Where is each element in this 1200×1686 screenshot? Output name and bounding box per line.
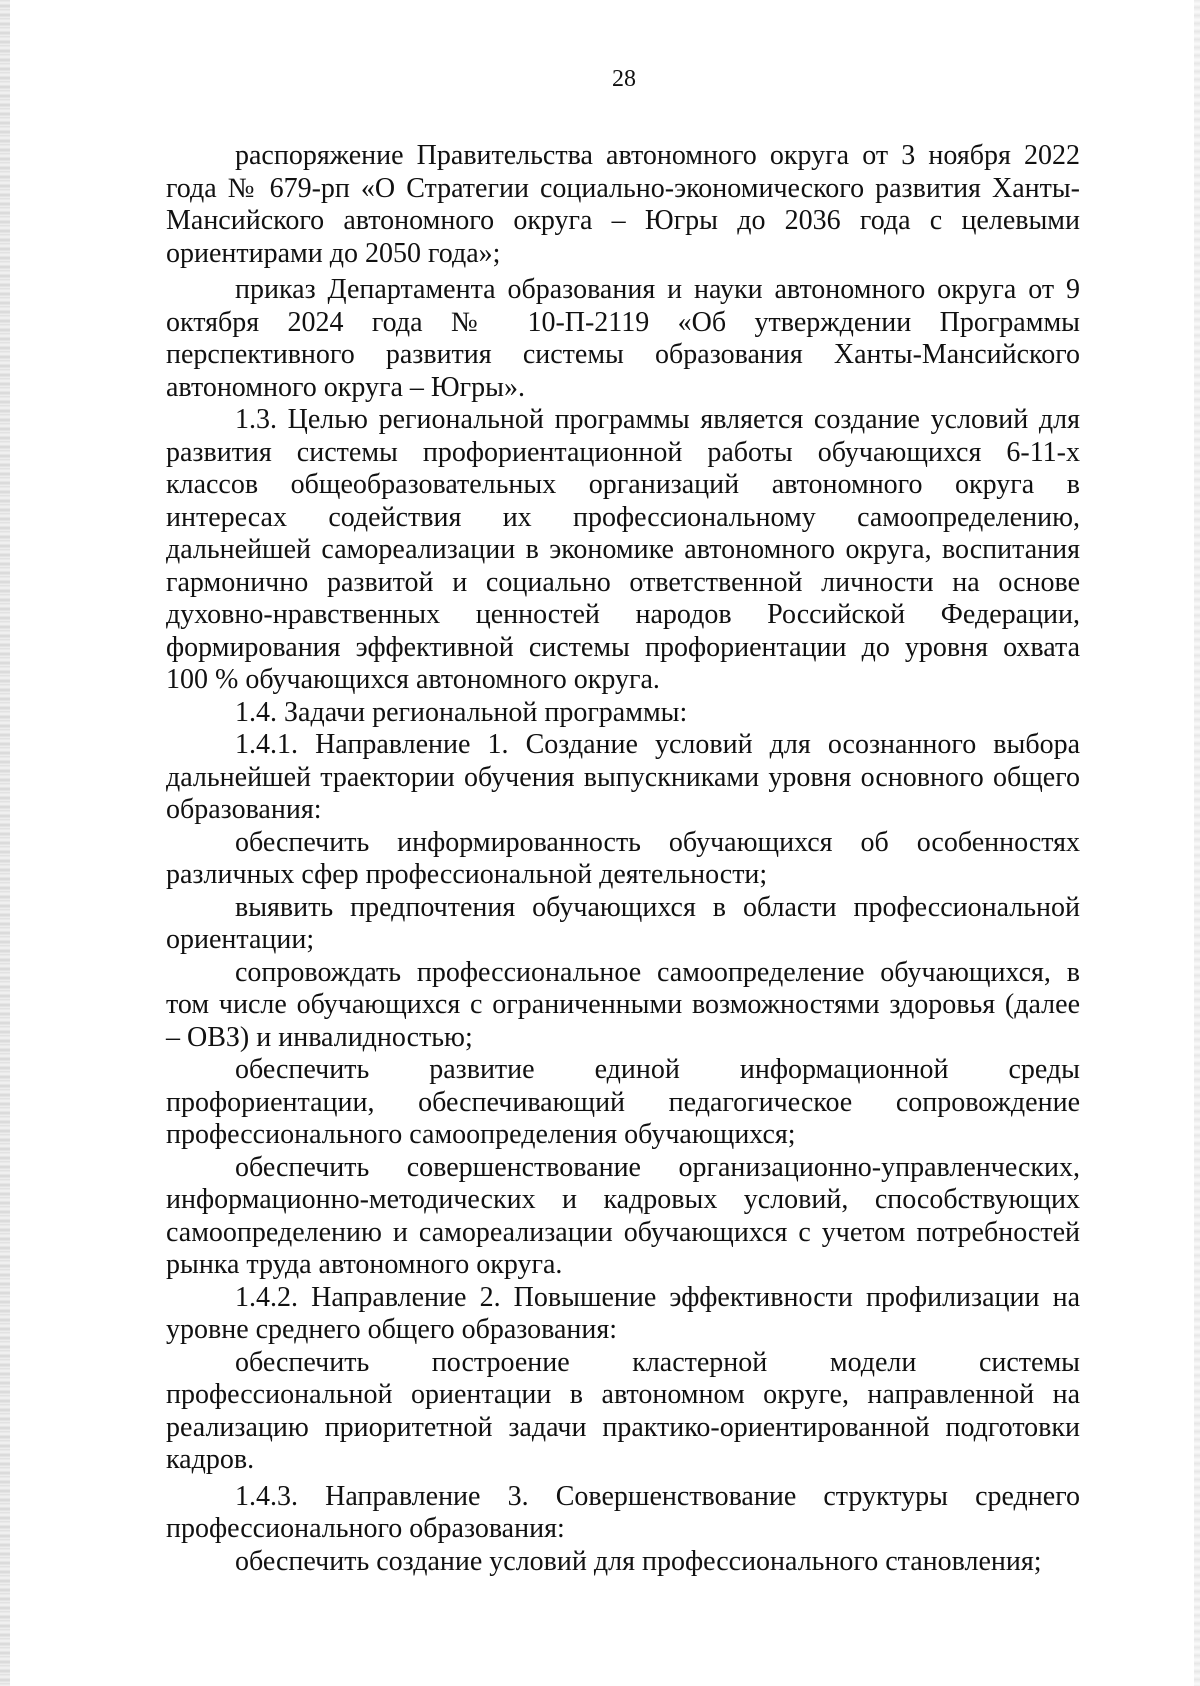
paragraph-direction-3: 1.4.3. Направление 3. Совершенствование структуры среднего профессионального образования: bbox=[166, 1480, 1080, 1544]
scan-edge-right bbox=[1194, 0, 1200, 1686]
paragraph-task-inform: обеспечить информированность обучающихся об особенностях различных сфер профессиональной деятельности; bbox=[166, 826, 1080, 890]
paragraph-task-preferences: выявить предпочтения обучающихся в области профессиональной ориентации; bbox=[166, 891, 1080, 955]
paragraph-direction-1: 1.4.1. Направление 1. Создание условий для осознанного выбора дальнейшей траектории обучения выпускниками уровня основного общего образования: bbox=[166, 729, 1080, 825]
document-body bbox=[166, 140, 1080, 1578]
paragraph-order-strategy: распоряжение Правительства автономного округа от 3 ноября 2022 года № 679-рп «О Стратегии социально-экономического развития Ханты-Мансийского автономного округа – Югры до 2036 года с целевыми ориентирами до 2050 года»; bbox=[166, 140, 1080, 269]
paragraph-direction-2: 1.4.2. Направление 2. Повышение эффективности профилизации на уровне среднего общего образования: bbox=[166, 1281, 1080, 1345]
paragraph-program-goal: 1.3. Целью региональной программы является создание условий для развития системы профориентационной работы обучающихся 6-11-х классов общеобразовательных организаций автономного округа в интересах содействия их профессиональному самоопределению, дальнейшей самореализации в экономике автономного округа, воспитания гармонично развитой и социально ответственной личности на основе духовно-нравственных ценностей народов Российской Федерации, формирования эффективной системы профориентации до уровня охвата 100 % обучающихся автономного округа. bbox=[166, 404, 1080, 695]
paragraph-department-order: приказ Департамента образования и науки автономного округа от 9 октября 2024 года № 10-П-2119 «Об утверждении Программы перспективного развития системы образования Ханты-Мансийского автономного округа – Югры». bbox=[166, 274, 1080, 403]
paragraph-program-tasks-heading: 1.4. Задачи региональной программы: bbox=[235, 696, 688, 728]
scan-edge-left bbox=[0, 0, 10, 1686]
paragraph-task-support: сопровождать профессиональное самоопределение обучающихся, в том числе обучающихся с ограниченными возможностями здоровья (далее – ОВЗ) и инвалидностью; bbox=[166, 956, 1080, 1053]
page-number: 28 bbox=[612, 66, 636, 92]
paragraph-task-cluster-model: обеспечить построение кластерной модели системы профессиональной ориентации в автономном округе, направленной на реализацию приоритетной задачи практико-ориентированной подготовки кадров. bbox=[166, 1346, 1080, 1475]
paragraph-task-info-environment: обеспечить развитие единой информационной среды профориентации, обеспечивающий педагогическое сопровождение профессионального самоопределения обучающихся; bbox=[166, 1054, 1080, 1150]
paragraph-task-improvement: обеспечить совершенствование организационно-управленческих, информационно-методических и кадровых условий, способствующих самоопределению и самореализации обучающихся с учетом потребностей рынка труда автономного округа. bbox=[166, 1151, 1080, 1280]
paragraph-task-conditions: обеспечить создание условий для профессионального становления; bbox=[235, 1545, 1042, 1577]
